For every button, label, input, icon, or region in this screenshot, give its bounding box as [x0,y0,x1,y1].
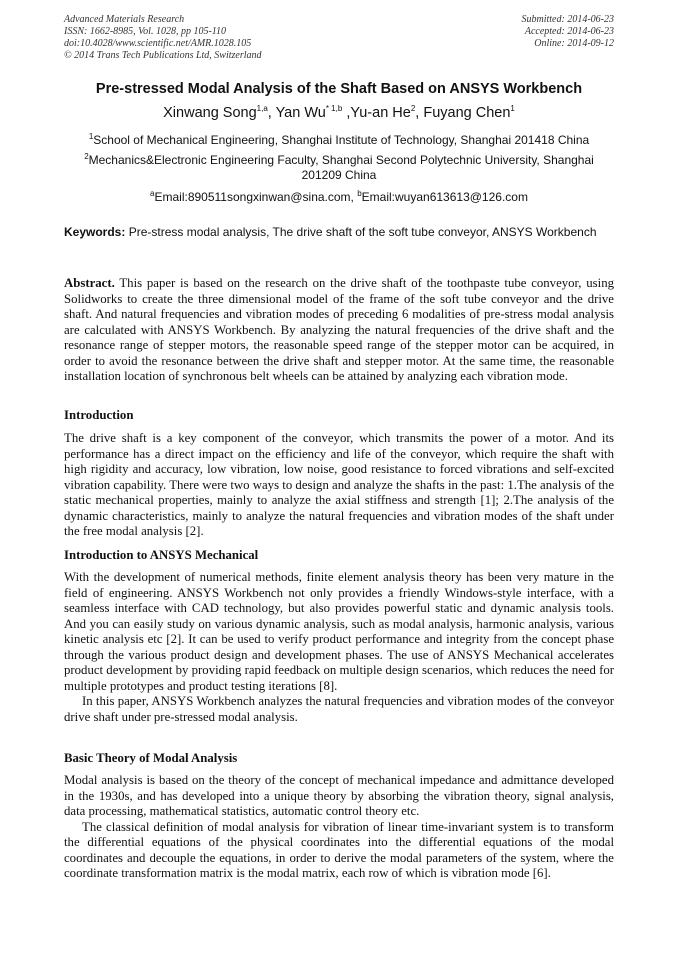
email-a: Email:890511songxinwan@sina.com, [154,190,358,204]
author-name: Fuyang Chen [423,105,511,121]
date-accepted: Accepted: 2014-06-23 [524,26,614,37]
journal-copyright: © 2014 Trans Tech Publications Ltd, Switzerland [64,50,262,61]
modal-theory-paragraph-2: The classical definition of modal analysis for vibration of linear time-invariant system is to transform the differential equations of the physical coordinates into the differential equations of the modal coordinates and decouple the equations, in order to derive the modal parameters of the system, where the coordinate transformation matrix is the modal matrix, each row of which is vibration mode [6]. [64,819,614,880]
ansys-paragraph-2: In this paper, ANSYS Workbench analyzes the natural frequencies and vibration modes of the conveyor drive shaft under pre-stressed modal analysis. [64,694,614,724]
author-affiliation-mark: * 1,b [325,104,343,114]
ansys-paragraph-1: With the development of numerical methods, finite element analysis theory has been very mature in the field of engineering. ANSYS Workbench not only provides a friendly Windows-style interface, with a seamless interface with CAD technology, but also provides powerful static and dynamic analysis tools. And you can easily study on various dynamic analysis, such as modal analysis, harmonic analysis, various kinetic analysis etc [2]. It can be used to verify product performance and integrity from the concept phase through the various product design and development phases. The use of ANSYS Mechanical accelerates product development by providing rapid feedback on multiple design scenarios, which reduces the need for multiple prototypes and product testing iterations [8]. [64,570,614,693]
author-affiliation-mark: 2 [410,104,416,114]
author-name: Yan Wu [275,105,326,121]
journal-header-left [64,14,262,62]
abstract [64,276,614,385]
author-emails: $^a$Email:890511songxinwan@sina.com, $^b$Email:wuyan613613@126.com [150,189,528,204]
author-affiliation-mark: 1 [510,104,515,114]
keywords-label: Keywords: [64,225,126,239]
journal-doi: doi:10.4028/www.scientific.net/AMR.1028.105 [64,38,252,49]
journal-issn: ISSN: 1662-8985, Vol. 1028, pp 105-110 [64,26,227,37]
affiliation-2: $^2$Mechanics&Electronic Engineering Faculty, Shanghai Second Polytechnic University, Shanghai 201209 China [84,152,594,182]
email-b: Email:wuyan613613@126.com [361,190,528,204]
modal-theory-body [64,773,614,882]
introduction-paragraph: The drive shaft is a key component of the conveyor, which transmits the power of a motor. And its performance has a direct impact on the efficiency and life of the conveyor, which require the shaft with high rigidity and accuracy, low vibration, low noise, good resistance to forced vibrations and self-excited vibration capability. There were two ways to design and analyze the shafts in the past: 1.The analysis of the static mechanical properties, mainly to analyze the axial stiffness and strength [1]; 2.The analysis of the dynamic characteristics, mainly to analyze the natural frequencies and vibration modes of the shaft under the free modal analysis [2]. [64,431,614,538]
abstract-text: This paper is based on the research on the drive shaft of the toothpaste tube conveyor, using Solidworks to create the three dimensional model of the frame of the soft tube conveyor and the drive shaft. And natural frequencies and vibration modes of preceding 6 modalities of pre-stress modal analysis are calculated with ANSYS Workbench. By analyzing the natural frequencies of the drive shaft and the resonance range of stepper motors, the reasonable speed range of the stepper motor can be acquired, in order to avoid the resonance between the drive shaft and stepper motor. At the same time, the reasonable installation location of synchronous belt wheels can be attained by analyzing each vibration mode. [64,276,614,383]
journal-header-right [522,14,615,50]
abstract-label: Abstract. [64,276,115,290]
author-name: Yu-an He [350,105,411,121]
author-list: Xinwang Song$^{1,a}$, Yan Wu$^{* 1,b}$ ,Yu-an He$^2$, Fuyang Chen$^1$ [163,104,515,121]
ansys-section-body [64,570,614,725]
author-affiliation-mark: 1,a [256,104,268,114]
section-heading-modal-theory: Basic Theory of Modal Analysis [64,751,238,765]
section-heading-introduction: Introduction [64,408,134,422]
keywords-text: Pre-stress modal analysis, The drive shaft of the soft tube conveyor, ANSYS Workbench [128,225,597,239]
date-submitted: Submitted: 2014-06-23 [521,14,614,25]
author-name: Xinwang Song [163,105,257,121]
paper-title: Pre-stressed Modal Analysis of the Shaft Based on ANSYS Workbench [95,81,583,97]
journal-name: Advanced Materials Research [64,14,185,25]
date-online: Online: 2014-09-12 [534,38,614,49]
keywords [64,225,614,239]
modal-theory-paragraph-1: Modal analysis is based on the theory of the concept of mechanical impedance and admittance developed in the 1930s, and has developed into a unique theory by absorbing the vibration theory, signal analysis, data processing, mathematical statistics, automatic control theory etc. [64,773,614,818]
section-heading-ansys: Introduction to ANSYS Mechanical [64,548,259,562]
affiliation-1: $^1$School of Mechanical Engineering, Shanghai Institute of Technology, Shanghai 201418 China [88,132,590,147]
